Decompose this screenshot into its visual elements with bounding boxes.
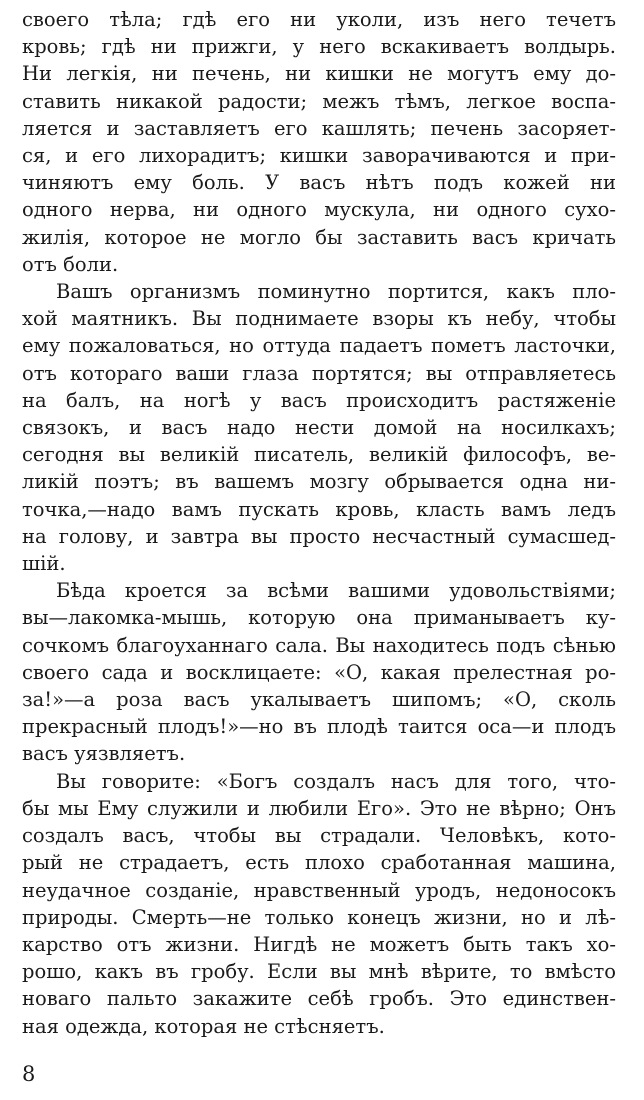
text-line: ся, и его лихорадитъ; кишки заворачиваются и при- [22, 144, 616, 168]
text-line: жилія, которое не могло бы заставить васъ кричать [22, 225, 616, 249]
text-line: чиняютъ ему боль. У васъ нѣтъ подъ кожей ни [22, 171, 616, 195]
text-line: ему пожаловаться, но оттуда падаетъ пометъ ласточки, [22, 334, 616, 358]
text-line: ликій поэтъ; въ вашемъ мозгу обрывается одна ни- [22, 470, 616, 494]
text-line: бы мы Ему служили и любили Его». Это не вѣрно; Онъ [22, 796, 616, 820]
text-line: Ни легкія, ни печень, ни кишки не могутъ ему до- [22, 62, 616, 86]
text-line: рый не страдаетъ, есть плохо сработанная машина, [22, 851, 616, 875]
text-line: карство отъ жизни. Нигдѣ не можетъ быть такъ хо- [22, 932, 616, 956]
text-line: неудачное созданіе, нравственный уродъ, недоносокъ [22, 878, 616, 902]
text-line: сочкомъ благоуханнаго сала. Вы находитесь подъ сѣнью [22, 633, 616, 657]
text-line: ная одежда, которая не стѣсняетъ. [22, 1014, 385, 1038]
text-line: Вы говорите: «Богъ создалъ насъ для того, что- [56, 769, 616, 793]
text-line: прекрасный плодъ!»—но въ плодѣ таится оса—и плодъ [22, 715, 616, 739]
text-line: отъ боли. [22, 252, 119, 276]
text-line: рошо, какъ въ гробу. Если вы мнѣ вѣрите, то вмѣсто [22, 960, 616, 984]
body-text [22, 6, 616, 1040]
text-line: хой маятникъ. Вы поднимаете взоры къ небу, чтобы [22, 307, 616, 331]
paragraph [22, 6, 616, 278]
text-line: шій. [22, 552, 66, 576]
paragraph [22, 577, 616, 767]
text-line: кровь; гдѣ ни прижги, у него вскакиваетъ волдырь. [22, 35, 616, 59]
page [22, 6, 616, 1086]
text-line: создалъ васъ, чтобы вы страдали. Человѣкъ, кото- [22, 824, 616, 848]
text-line: связокъ, и васъ надо нести домой на носилкахъ; [22, 416, 616, 440]
text-line: сегодня вы великій писатель, великій философъ, ве- [22, 443, 616, 467]
text-line: своего сада и восклицаете: «О, какая прелестная ро- [22, 660, 616, 684]
text-line: новаго пальто закажите себѣ гробъ. Это единствен- [22, 987, 616, 1011]
text-line: своего тѣла; гдѣ его ни уколи, изъ него течетъ [22, 8, 616, 31]
text-line: за!»—а роза васъ укалываетъ шипомъ; «О, сколь [22, 688, 616, 712]
text-line: одного нерва, ни одного мускула, ни одного сухо- [22, 198, 616, 222]
text-line: отъ котораго ваши глаза портятся; вы отправляетесь [22, 361, 616, 385]
text-line: Бѣда кроется за всѣми вашими удовольствіями; [56, 579, 616, 603]
text-line: ставить никакой радости; межъ тѣмъ, легкое воспа- [22, 89, 616, 113]
text-line: на балъ, на ногѣ у васъ происходитъ растяженіе [22, 388, 616, 412]
text-line: точка,—надо вамъ пускать кровь, класть вамъ ледъ [22, 497, 616, 521]
text-line: Вашъ организмъ поминутно портится, какъ пло- [56, 280, 616, 304]
paragraph [22, 278, 616, 577]
text-line: васъ уязвляетъ. [22, 742, 186, 766]
text-line: ляется и заставляетъ его кашлять; печень засоряет- [22, 116, 616, 140]
text-line: вы—лакомка-мышь, которую она приманываетъ ку- [22, 606, 616, 630]
text-line: природы. Смерть—не только конецъ жизни, но и лѣ- [22, 905, 616, 929]
paragraph [22, 768, 616, 1040]
text-line: на голову, и завтра вы просто несчастный сумасшед- [22, 524, 616, 548]
page-number: 8 [22, 1062, 36, 1086]
